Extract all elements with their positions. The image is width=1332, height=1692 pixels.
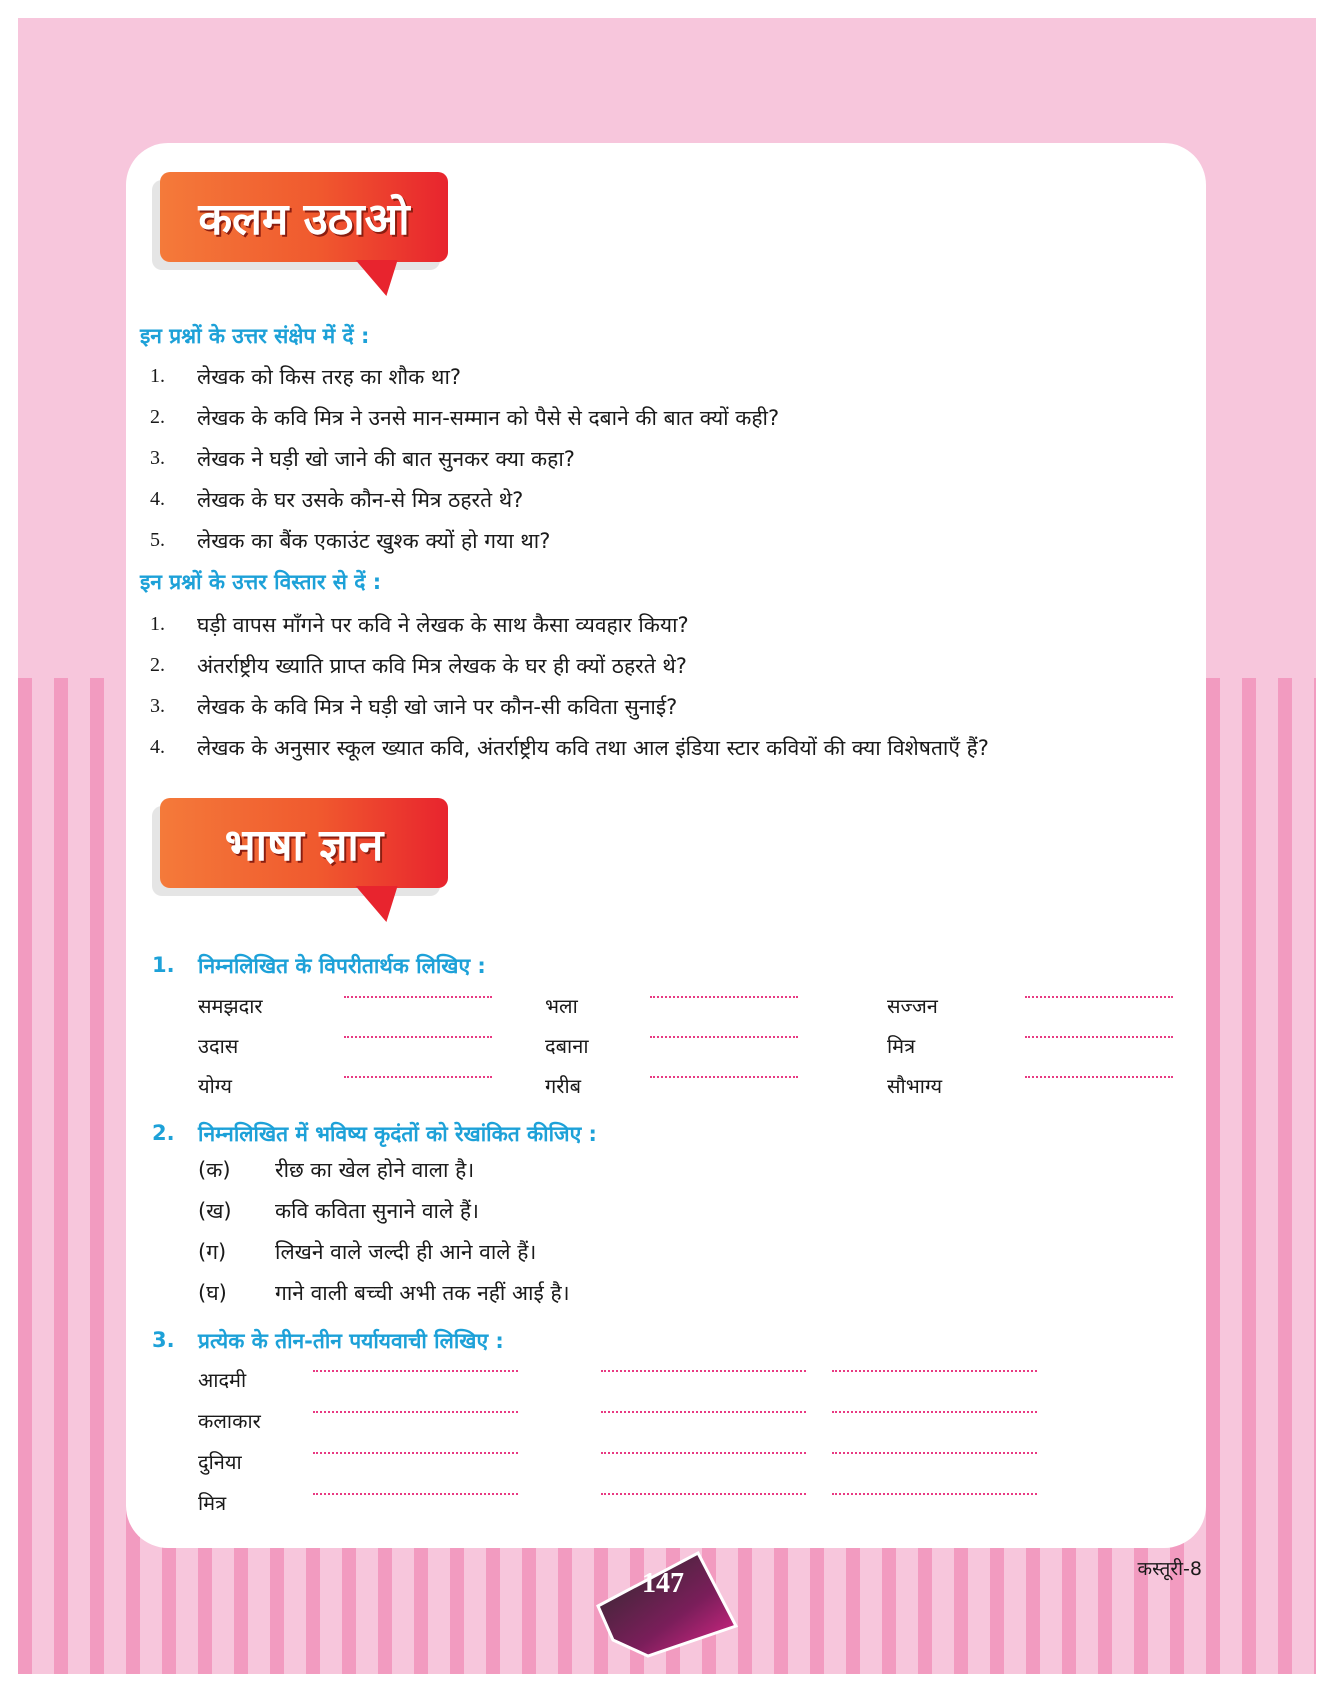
answer-blank[interactable] — [313, 1360, 518, 1372]
antonym-word: समझदार — [198, 994, 263, 1018]
long-answer-heading: इन प्रश्नों के उत्तर विस्तार से दें : — [140, 570, 382, 594]
antonym-word: भला — [545, 994, 578, 1018]
answer-blank[interactable] — [601, 1483, 806, 1495]
synonym-word: मित्र — [198, 1491, 227, 1515]
answer-blank[interactable] — [832, 1360, 1037, 1372]
question-number: 4. — [150, 488, 165, 510]
question-item — [150, 645, 989, 686]
question-item — [150, 520, 779, 561]
synonym-word: दुनिया — [198, 1450, 242, 1474]
question-number: 1. — [150, 613, 165, 635]
answer-blank[interactable] — [601, 1401, 806, 1413]
answer-blank[interactable] — [832, 1483, 1037, 1495]
sentence-label: (क) — [198, 1158, 231, 1182]
short-answer-list — [150, 356, 779, 561]
answer-blank[interactable] — [601, 1360, 806, 1372]
synonym-word: कलाकार — [198, 1409, 261, 1433]
sentence-label: (ग) — [198, 1240, 227, 1264]
banner-writing — [160, 172, 448, 262]
question-item — [150, 479, 779, 520]
question-text: घड़ी वापस माँगने पर कवि ने लेखक के साथ कैसा व्यवहार किया? — [197, 612, 689, 637]
antonym-word: गरीब — [545, 1074, 582, 1098]
sentence-item — [198, 1279, 570, 1307]
answer-blank[interactable] — [344, 1066, 492, 1078]
answer-blank[interactable] — [1025, 1026, 1173, 1038]
sentence-item — [198, 1238, 536, 1266]
question-item — [150, 727, 989, 768]
answer-blank[interactable] — [650, 1026, 798, 1038]
antonym-word: उदास — [198, 1034, 239, 1058]
question-number: 2. — [150, 654, 165, 676]
answer-blank[interactable] — [1025, 1066, 1173, 1078]
sentence-text: लिखने वाले जल्दी ही आने वाले हैं। — [275, 1240, 537, 1264]
antonyms-heading: निम्नलिखित के विपरीतार्थक लिखिए : — [198, 954, 486, 978]
question-text: लेखक को किस तरह का शौक था? — [197, 364, 462, 389]
sentence-label: (ख) — [198, 1199, 232, 1223]
question-number: 4. — [150, 736, 165, 758]
question-item — [150, 356, 779, 397]
short-answer-heading: इन प्रश्नों के उत्तर संक्षेप में दें : — [140, 324, 370, 348]
question-number: 2. — [150, 406, 165, 428]
antonym-word: सज्जन — [887, 994, 938, 1018]
antonym-word: मित्र — [887, 1034, 916, 1058]
question-text: अंतर्राष्ट्रीय ख्याति प्राप्त कवि मित्र लेखक के घर ही क्यों ठहरते थे? — [197, 653, 687, 678]
answer-blank[interactable] — [650, 1066, 798, 1078]
question-text: लेखक के अनुसार स्कूल ख्यात कवि, अंतर्राष्ट्रीय कवि तथा आल इंडिया स्टार कवियों की क्या विशेषताएँ हैं? — [197, 735, 989, 760]
answer-blank[interactable] — [1025, 986, 1173, 998]
sentence-label: (घ) — [198, 1281, 227, 1305]
question-text: लेखक के घर उसके कौन-से मित्र ठहरते थे? — [197, 487, 524, 512]
answer-blank[interactable] — [313, 1483, 518, 1495]
sentence-text: रीछ का खेल होने वाला है। — [275, 1158, 475, 1182]
question-text: लेखक के कवि मित्र ने उनसे मान-सम्मान को पैसे से दबाने की बात क्यों कही? — [197, 405, 780, 430]
answer-blank[interactable] — [832, 1401, 1037, 1413]
page-number: 147 — [642, 1568, 684, 1599]
question-item — [150, 686, 989, 727]
answer-blank[interactable] — [344, 986, 492, 998]
sentence-item — [198, 1197, 479, 1225]
underline-number: 2. — [152, 1121, 175, 1145]
question-number: 1. — [150, 365, 165, 387]
antonym-word: दबाना — [545, 1034, 589, 1058]
answer-blank[interactable] — [832, 1442, 1037, 1454]
antonyms-number: 1. — [152, 953, 175, 977]
synonyms-number: 3. — [152, 1328, 175, 1352]
answer-blank[interactable] — [313, 1442, 518, 1454]
question-item — [150, 604, 989, 645]
book-title: कस्तूरी-8 — [1137, 1558, 1202, 1580]
question-number: 5. — [150, 529, 165, 551]
synonym-word: आदमी — [198, 1368, 247, 1392]
answer-blank[interactable] — [313, 1401, 518, 1413]
question-text: लेखक के कवि मित्र ने घड़ी खो जाने पर कौन-सी कविता सुनाई? — [197, 694, 678, 719]
long-answer-list — [150, 604, 989, 768]
sentence-text: कवि कविता सुनाने वाले हैं। — [275, 1199, 480, 1223]
question-item — [150, 438, 779, 479]
synonyms-heading: प्रत्येक के तीन-तीन पर्यायवाची लिखिए : — [198, 1329, 504, 1353]
answer-blank[interactable] — [344, 1026, 492, 1038]
answer-blank[interactable] — [601, 1442, 806, 1454]
sentence-text: गाने वाली बच्ची अभी तक नहीं आई है। — [275, 1281, 570, 1305]
question-text: लेखक का बैंक एकाउंट खुश्क क्यों हो गया था? — [197, 528, 551, 553]
antonym-word: योग्य — [198, 1074, 232, 1098]
antonym-word: सौभाग्य — [887, 1074, 943, 1098]
sentence-item — [198, 1156, 474, 1184]
underline-heading: निम्नलिखित में भविष्य कृदंतों को रेखांकित कीजिए : — [198, 1122, 597, 1146]
question-number: 3. — [150, 447, 165, 469]
question-text: लेखक ने घड़ी खो जाने की बात सुनकर क्या कहा? — [197, 446, 575, 471]
page-number-badge — [588, 1548, 738, 1658]
question-number: 3. — [150, 695, 165, 717]
answer-blank[interactable] — [650, 986, 798, 998]
banner-writing-title: कलम उठाओ — [198, 194, 410, 245]
question-item — [150, 397, 779, 438]
banner-language — [160, 798, 448, 888]
banner-language-title: भाषा ज्ञान — [224, 820, 384, 871]
